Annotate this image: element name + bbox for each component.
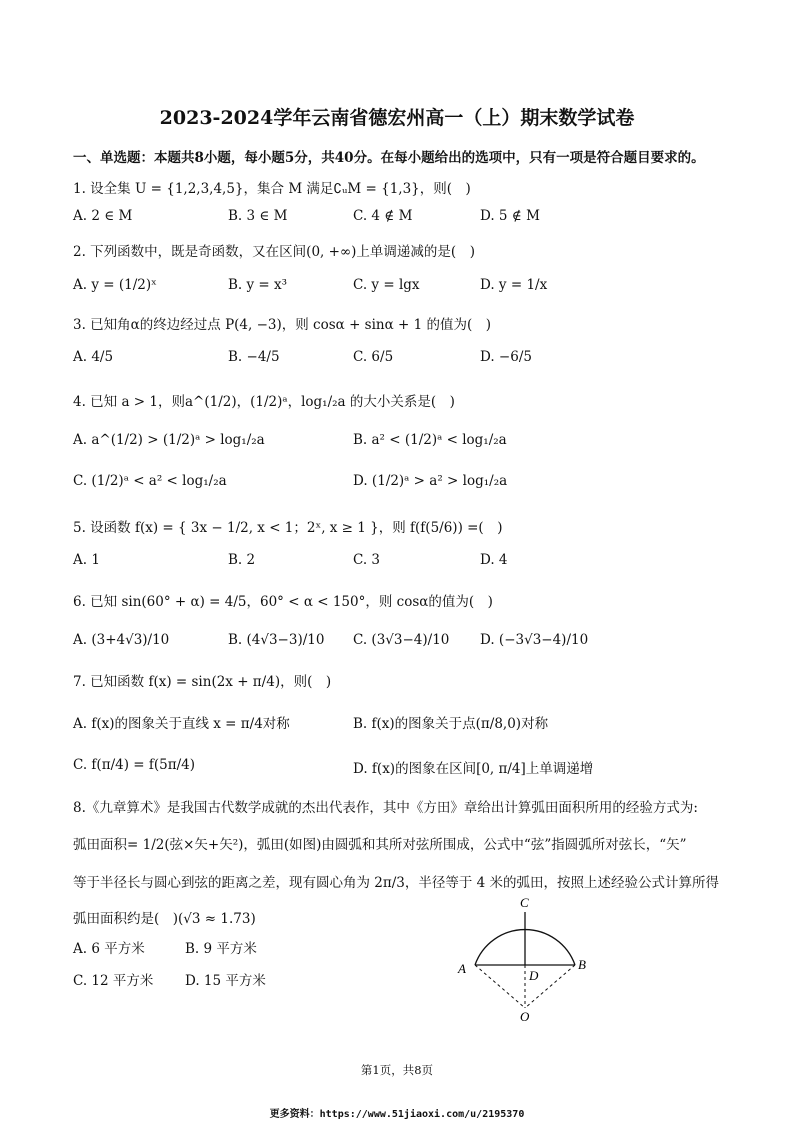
question-5-stem: 5. 设函数 f(x) = { 3x − 1/2, x < 1；2ˣ, x ≥ 1 }，则 f(f(5/6)) =( )	[73, 520, 503, 536]
q2-option-a: A. y = (1/2)ˣ	[73, 277, 157, 293]
question-8-line-1: 8.《九章算术》是我国古代数学成就的杰出代表作，其中《方田》章给出计算弧田面积所用的经验方式为:	[73, 800, 698, 816]
question-2-stem: 2. 下列函数中，既是奇函数，又在区间(0, +∞)上单调递减的是( )	[73, 244, 475, 260]
q2-option-b: B. y = x³	[228, 277, 288, 293]
q8-option-c: C. 12 平方米	[73, 973, 154, 989]
q3-option-a: A. 4/5	[73, 349, 114, 365]
q4-option-a: A. a^(1/2) > (1/2)ᵃ > log₁/₂a	[73, 432, 265, 448]
page-title: 2023-2024学年云南省德宏州高一（上）期末数学试卷	[159, 107, 635, 129]
q8-option-a: A. 6 平方米	[73, 941, 145, 957]
question-8-line-4: 弧田面积约是( )(√3 ≈ 1.73)	[73, 911, 256, 927]
q5-option-d: D. 4	[480, 552, 508, 568]
q7-option-c: C. f(π/4) = f(5π/4)	[73, 757, 195, 773]
q5-option-b: B. 2	[228, 552, 256, 568]
q7-option-a: A. f(x)的图象关于直线 x = π/4对称	[73, 716, 290, 732]
q3-option-c: C. 6/5	[353, 349, 394, 365]
q6-option-a: A. (3+4√3)/10	[73, 632, 170, 648]
q5-option-c: C. 3	[353, 552, 381, 568]
question-1-stem: 1. 设全集 U = {1,2,3,4,5}，集合 M 满足∁ᵤM = {1,3}，则( )	[73, 181, 471, 197]
question-4-stem: 4. 已知 a > 1，则a^(1/2)，(1/2)ᵃ，log₁/₂a 的大小关系是( )	[73, 394, 455, 410]
q1-option-c: C. 4 ∉ M	[353, 208, 413, 224]
q2-option-c: C. y = lgx	[353, 277, 420, 293]
question-6-stem: 6. 已知 sin(60° + α) = 4/5，60° < α < 150°，则 cosα的值为( )	[73, 594, 493, 610]
source-link[interactable]: 更多资料：https://www.51jiaoxi.com/u/2195370	[269, 1109, 525, 1120]
q1-option-a: A. 2 ∈ M	[73, 208, 133, 224]
question-3-stem: 3. 已知角α的终边经过点 P(4, −3)，则 cosα + sinα + 1 的值为( )	[73, 317, 492, 333]
label-o: O	[520, 1009, 530, 1023]
page-footer: 第1页，共8页	[360, 1063, 434, 1077]
q4-option-d: D. (1/2)ᵃ > a² > log₁/₂a	[353, 473, 508, 489]
q4-option-c: C. (1/2)ᵃ < a² < log₁/₂a	[73, 473, 227, 489]
q7-option-b: B. f(x)的图象关于点(π/8,0)对称	[353, 716, 549, 732]
q2-option-d: D. y = 1/x	[480, 277, 548, 293]
q8-option-d: D. 15 平方米	[185, 973, 266, 989]
radius-oa	[475, 965, 525, 1008]
q3-option-d: D. −6/5	[480, 349, 532, 365]
q5-option-a: A. 1	[73, 552, 100, 568]
q1-option-b: B. 3 ∈ M	[228, 208, 288, 224]
question-8-line-3: 等于半径长与圆心到弦的距离之差，现有圆心角为 2π/3，半径等于 4 米的弧田，按照上述经验公式计算所得	[73, 875, 720, 891]
question-7-stem: 7. 已知函数 f(x) = sin(2x + π/4)，则( )	[73, 674, 332, 690]
label-b: B	[578, 957, 586, 972]
q8-option-b: B. 9 平方米	[185, 941, 257, 957]
label-d: D	[529, 968, 539, 983]
q1-option-d: D. 5 ∉ M	[480, 208, 540, 224]
q4-option-b: B. a² < (1/2)ᵃ < log₁/₂a	[353, 432, 507, 448]
question-8-line-2: 弧田面积= 1/2(弦×矢+矢²)，弧田(如图)由圆弧和其所对弦所围成，公式中“弦”指圆弧所对弦长，“矢”	[73, 837, 687, 853]
q7-option-d: D. f(x)的图象在区间[0, π/4]上单调递增	[353, 761, 594, 777]
q6-option-d: D. (−3√3−4)/10	[480, 632, 589, 648]
section-heading: 一、单选题：本题共8小题，每小题5分，共40分。在每小题给出的选项中，只有一项是符合题目要求的。	[73, 150, 705, 166]
arc-field-figure	[450, 893, 600, 1023]
label-c: C	[520, 895, 529, 910]
q6-option-b: B. (4√3−3)/10	[228, 632, 325, 648]
q6-option-c: C. (3√3−4)/10	[353, 632, 450, 648]
q3-option-b: B. −4/5	[228, 349, 280, 365]
label-a: A	[458, 961, 466, 976]
